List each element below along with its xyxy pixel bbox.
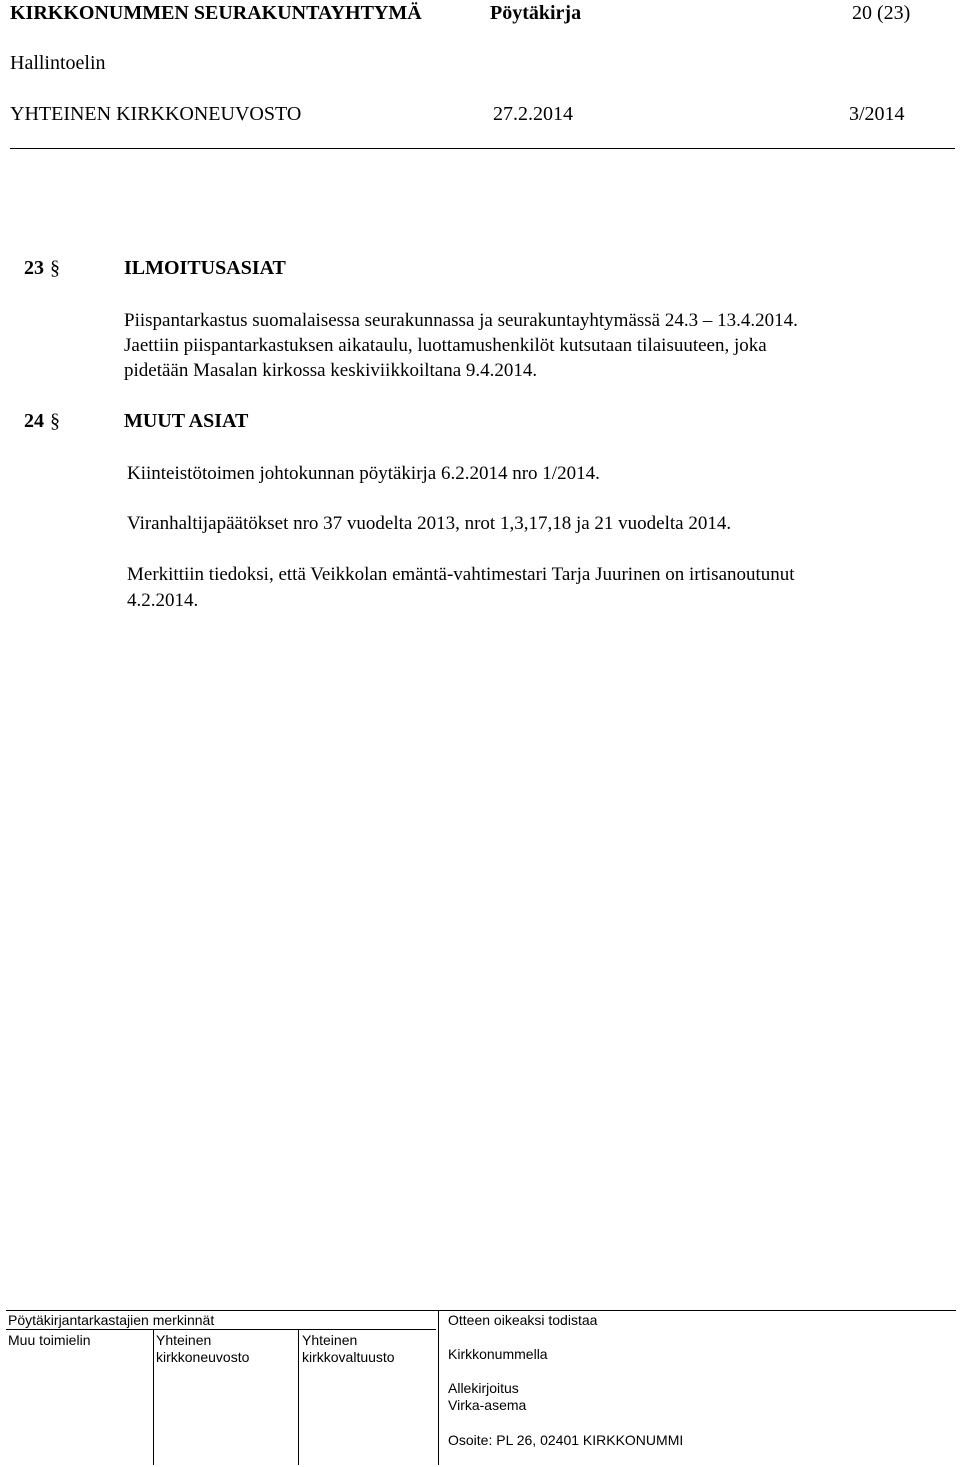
organization-name: KIRKKONUMMEN SEURAKUNTAYHTYMÄ [10, 2, 422, 24]
paragraph: Piispantarkastus suomalaisessa seurakunnassa ja seurakuntayhtymässä 24.3 – 13.4.2014. [124, 310, 798, 331]
footer-right-heading: Otteen oikeaksi todistaa [448, 1312, 598, 1328]
document-type: Pöytäkirja [490, 2, 582, 24]
footer-center-divider [438, 1310, 439, 1465]
paragraph: Jaettiin piispantarkastuksen aikataulu, luottamushenkilöt kutsutaan tilaisuuteen, joka [124, 335, 767, 356]
paragraph: 4.2.2014. [127, 590, 199, 611]
footer-col-council-line1: Yhteinen [156, 1332, 212, 1348]
footer-col-assembly-line1: Yhteinen [302, 1332, 358, 1348]
paragraph: Kiinteistötoimen johtokunnan pöytäkirja 6.2.2014 nro 1/2014. [127, 463, 600, 484]
footer-left-heading: Pöytäkirjantarkastajien merkinnät [8, 1312, 215, 1328]
paragraph: Merkittiin tiedoksi, että Veikkolan emäntä-vahtimestari Tarja Juurinen on irtisanoutunut [127, 564, 795, 585]
page-number: 20 (23) [852, 2, 911, 24]
footer-address: Osoite: PL 26, 02401 KIRKKONUMMI [448, 1432, 684, 1448]
footer-top-rule [6, 1310, 956, 1311]
footer-col-other-body: Muu toimielin [8, 1332, 91, 1348]
paragraph: pidetään Masalan kirkossa keskiviikkoiltana 9.4.2014. [124, 360, 538, 381]
section-number: 23 [24, 257, 44, 279]
footer-position-label: Virka-asema [448, 1397, 527, 1413]
unit-label: Hallintoelin [10, 52, 106, 74]
section-sign: § [50, 410, 60, 432]
footer [6, 1310, 958, 1465]
footer-heading-rule [6, 1329, 436, 1330]
footer-column-divider [298, 1329, 299, 1465]
footer-place: Kirkkonummella [448, 1346, 548, 1362]
meeting-date: 27.2.2014 [493, 103, 573, 125]
header-rule [10, 148, 955, 149]
section-sign: § [50, 257, 60, 279]
section-title: ILMOITUSASIAT [124, 257, 286, 279]
footer-col-council-line2: kirkkoneuvosto [156, 1349, 250, 1365]
minutes-number: 3/2014 [849, 103, 905, 125]
section-number: 24 [24, 410, 44, 432]
governing-body: YHTEINEN KIRKKONEUVOSTO [10, 103, 302, 125]
section-title: MUUT ASIAT [124, 410, 249, 432]
paragraph: Viranhaltijapäätökset nro 37 vuodelta 2013, nrot 1,3,17,18 ja 21 vuodelta 2014. [127, 513, 732, 534]
footer-signature-label: Allekirjoitus [448, 1380, 519, 1396]
footer-col-assembly-line2: kirkkovaltuusto [302, 1349, 395, 1365]
footer-column-divider [153, 1329, 154, 1465]
